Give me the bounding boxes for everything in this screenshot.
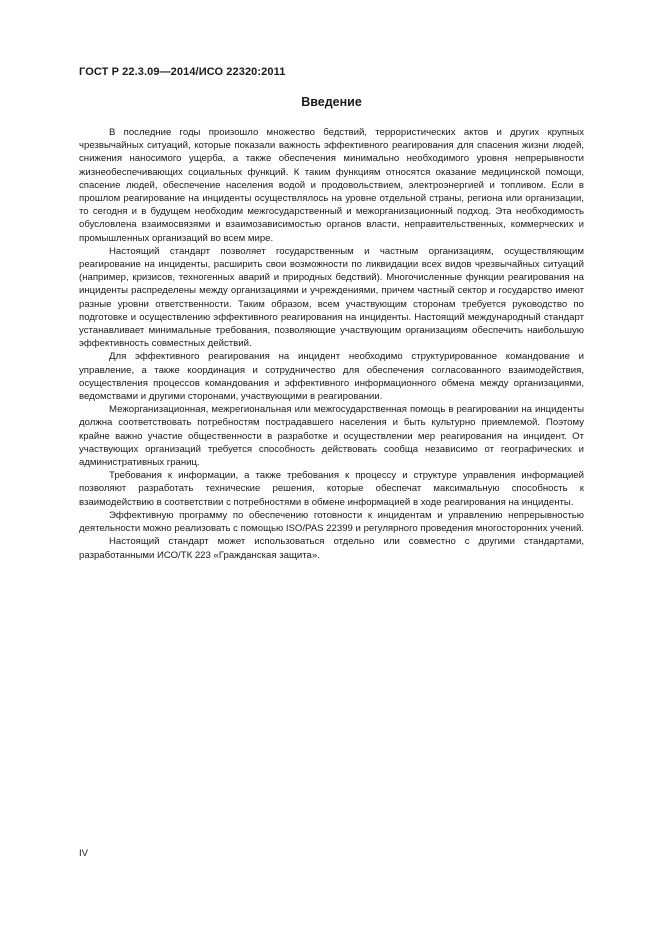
section-title: Введение: [301, 95, 362, 109]
paragraph: Межорганизационная, межрегиональная или межгосударственная помощь в реагировании на инциденты должна соответствовать потребностям пострадавшего населения и быть культурно приемлемой. Поэтому крайне важно участие общественности в разработке и осуществлении мер реагирования на инцидент. От участвующих организаций требуется способность действовать сообща независимо от географических и административных границ.: [79, 404, 584, 469]
paragraph: Эффективную программу по обеспечению готовности к инцидентам и управлению непрерывностью деятельности можно реализовать с помощью ISO/PAS 22399 и регулярного проведения многосторонних учений.: [79, 509, 584, 535]
paragraph: В последние годы произошло множество бедствий, террористических актов и других крупных чрезвычайных ситуаций, которые показали важность эффективного реагирования для спасения жизни людей, снижения наносимого ущерба, а также обеспечения минимально необходимого уровня непрерывности жизнеобеспечивающих социальных функций. К таким функциям относятся оказание медицинской помощи, спасение людей, обеспечение населения водой и продовольствием, электроэнергией и топливом. Если в прошлом реагирование на инциденты осуществлялось на уровне отдельной страны, региона или организации, то сегодня и в будущем необходим межгосударственный и межорганизационный подход. Эта необходимость обусловлена взаимосвязями и взаимозависимостью органов власти, неправительственных, коммерческих и промышленных организаций во всем мире.: [79, 127, 584, 244]
introduction-body: [79, 126, 584, 562]
paragraph: Для эффективного реагирования на инцидент необходимо структурированное командование и управление, а также координация и сотрудничество для обеспечения согласованного взаимодействия, осуществления процессов командования и эффективного информационного обмена между организациями, ведомствами и другими сторонами, участвующими в реагировании.: [79, 351, 584, 403]
paragraph: Настоящий стандарт позволяет государственным и частным организациям, осуществляющим реагирование на инциденты, расширить свои возможности по ликвидации всех видов чрезвычайных ситуаций (например, кризисов, техногенных аварий и природных бедствий). Многочисленные функции реагирования на инциденты распределены между организациями и учреждениями, причем частный сектор и государство имеют разные уровни ответственности. Таким образом, всем участвующим сторонам требуется руководство по подготовке и осуществлению эффективного реагирования на инциденты. Настоящий международный стандарт устанавливает минимальные требования, позволяющие участвующим организациям обеспечить наибольшую эффективность совместных действий.: [79, 245, 584, 350]
paragraph: Настоящий стандарт может использоваться отдельно или совместно с другими стандартами, разработанными ИСО/ТК 223 «Гражданская защита».: [79, 536, 584, 561]
paragraph: Требования к информации, а также требования к процессу и структуре управления информацией позволяют разработать технические решения, которые обеспечат максимальную способность к взаимодействию в соответствии с потребностями в обмене информацией в ходе реагирования на инциденты.: [79, 470, 584, 508]
page-number: IV: [79, 848, 88, 859]
document-header: ГОСТ Р 22.3.09—2014/ИСО 22320:2011: [79, 66, 286, 78]
